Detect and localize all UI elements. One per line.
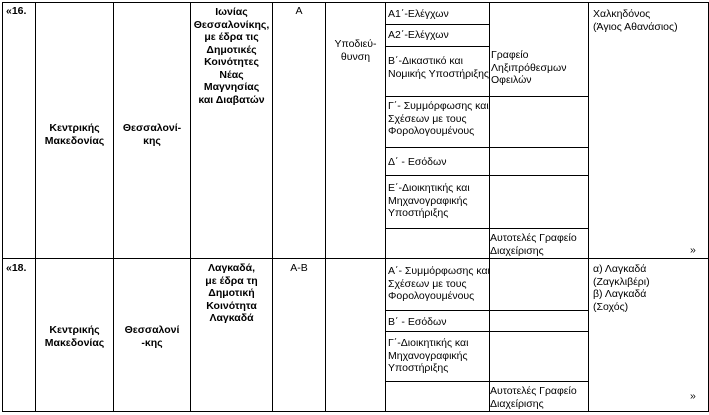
cell-rule <box>385 96 588 97</box>
column-rule <box>489 2 490 412</box>
cell-rule <box>385 228 588 229</box>
department-cell: Β΄-Δικαστικό και Νομικής Υποστήριξης <box>388 55 489 80</box>
department-cell: Α2΄-Ελέγχων <box>388 29 449 41</box>
column-rule <box>272 2 273 412</box>
column-rule <box>113 2 114 412</box>
department-cell: Γ΄- Συμμόρφωσης και Σχέσεων με τους Φορολογουμένους <box>388 100 489 137</box>
department-cell: Γ΄-Διοικητικής και Μηχανογραφικής Υποστήριξης <box>388 337 469 374</box>
unit-type-cell: Υποδιεύ- θυνση <box>334 38 377 63</box>
seat-cell: Λαγκαδά, με έδρα τη Δημοτική Κοινότητα Λαγκαδά <box>205 262 258 324</box>
category-cell: Α <box>295 5 303 17</box>
cell-rule <box>385 175 588 176</box>
region-cell: Κεντρικής Μακεδονίας <box>44 324 105 349</box>
seat-cell: Ιωνίας Θεσσαλονίκης, με έδρα τις Δημοτικές Κοινότητες Νέας Μαγνησίας και Διαβατών <box>193 6 270 106</box>
cell-rule <box>385 381 588 382</box>
department-cell: Δ΄ - Εσόδων <box>388 156 447 168</box>
cell-rule <box>385 331 588 332</box>
column-rule <box>35 2 36 412</box>
autonomous-office-cell: Αυτοτελές Γραφείο Διαχείρισης <box>490 385 577 410</box>
jurisdiction-cell: α) Λαγκαδά (Ζαγκλιβέρι) β) Λαγκαδά (Σοχός) <box>593 263 650 313</box>
column-rule <box>588 2 589 412</box>
column-rule <box>385 2 386 412</box>
cell-rule <box>385 46 489 47</box>
cell-rule <box>385 147 588 148</box>
table-border-top <box>2 2 708 3</box>
area-cell: Θεσσαλονί -κης <box>124 324 180 349</box>
area-cell: Θεσσαλονί- κης <box>122 122 182 147</box>
table-border-left <box>2 2 3 412</box>
row-number: «16. <box>6 5 27 17</box>
autonomous-office-cell: Αυτοτελές Γραφείο Διαχείρισης <box>490 232 577 257</box>
office-cell: Γραφείο Ληξιπρόθεσμων Οφειλών <box>491 49 567 86</box>
column-rule <box>325 2 326 412</box>
table-border-bottom <box>2 411 708 412</box>
region-cell: Κεντρικής Μακεδονίας <box>44 122 105 147</box>
jurisdiction-cell: Χαλκηδόνος (Άγιος Αθανάσιος) <box>593 8 678 33</box>
closing-quote: » <box>690 244 696 256</box>
department-cell: Ε΄-Διοικητικής και Μηχανογραφικής Υποστήριξης <box>388 182 470 219</box>
department-cell: Β΄ - Εσόδων <box>388 316 447 328</box>
cell-rule <box>385 24 489 25</box>
department-cell: Α΄- Συμμόρφωσης και Σχέσεων με τους Φορολογουμένους <box>388 265 490 302</box>
closing-quote: » <box>690 390 696 402</box>
row-number: «18. <box>6 262 27 274</box>
row-separator <box>2 258 708 259</box>
department-cell: Α1΄-Ελέγχων <box>388 8 449 20</box>
category-cell: Α-Β <box>290 262 308 274</box>
cell-rule <box>385 310 588 311</box>
